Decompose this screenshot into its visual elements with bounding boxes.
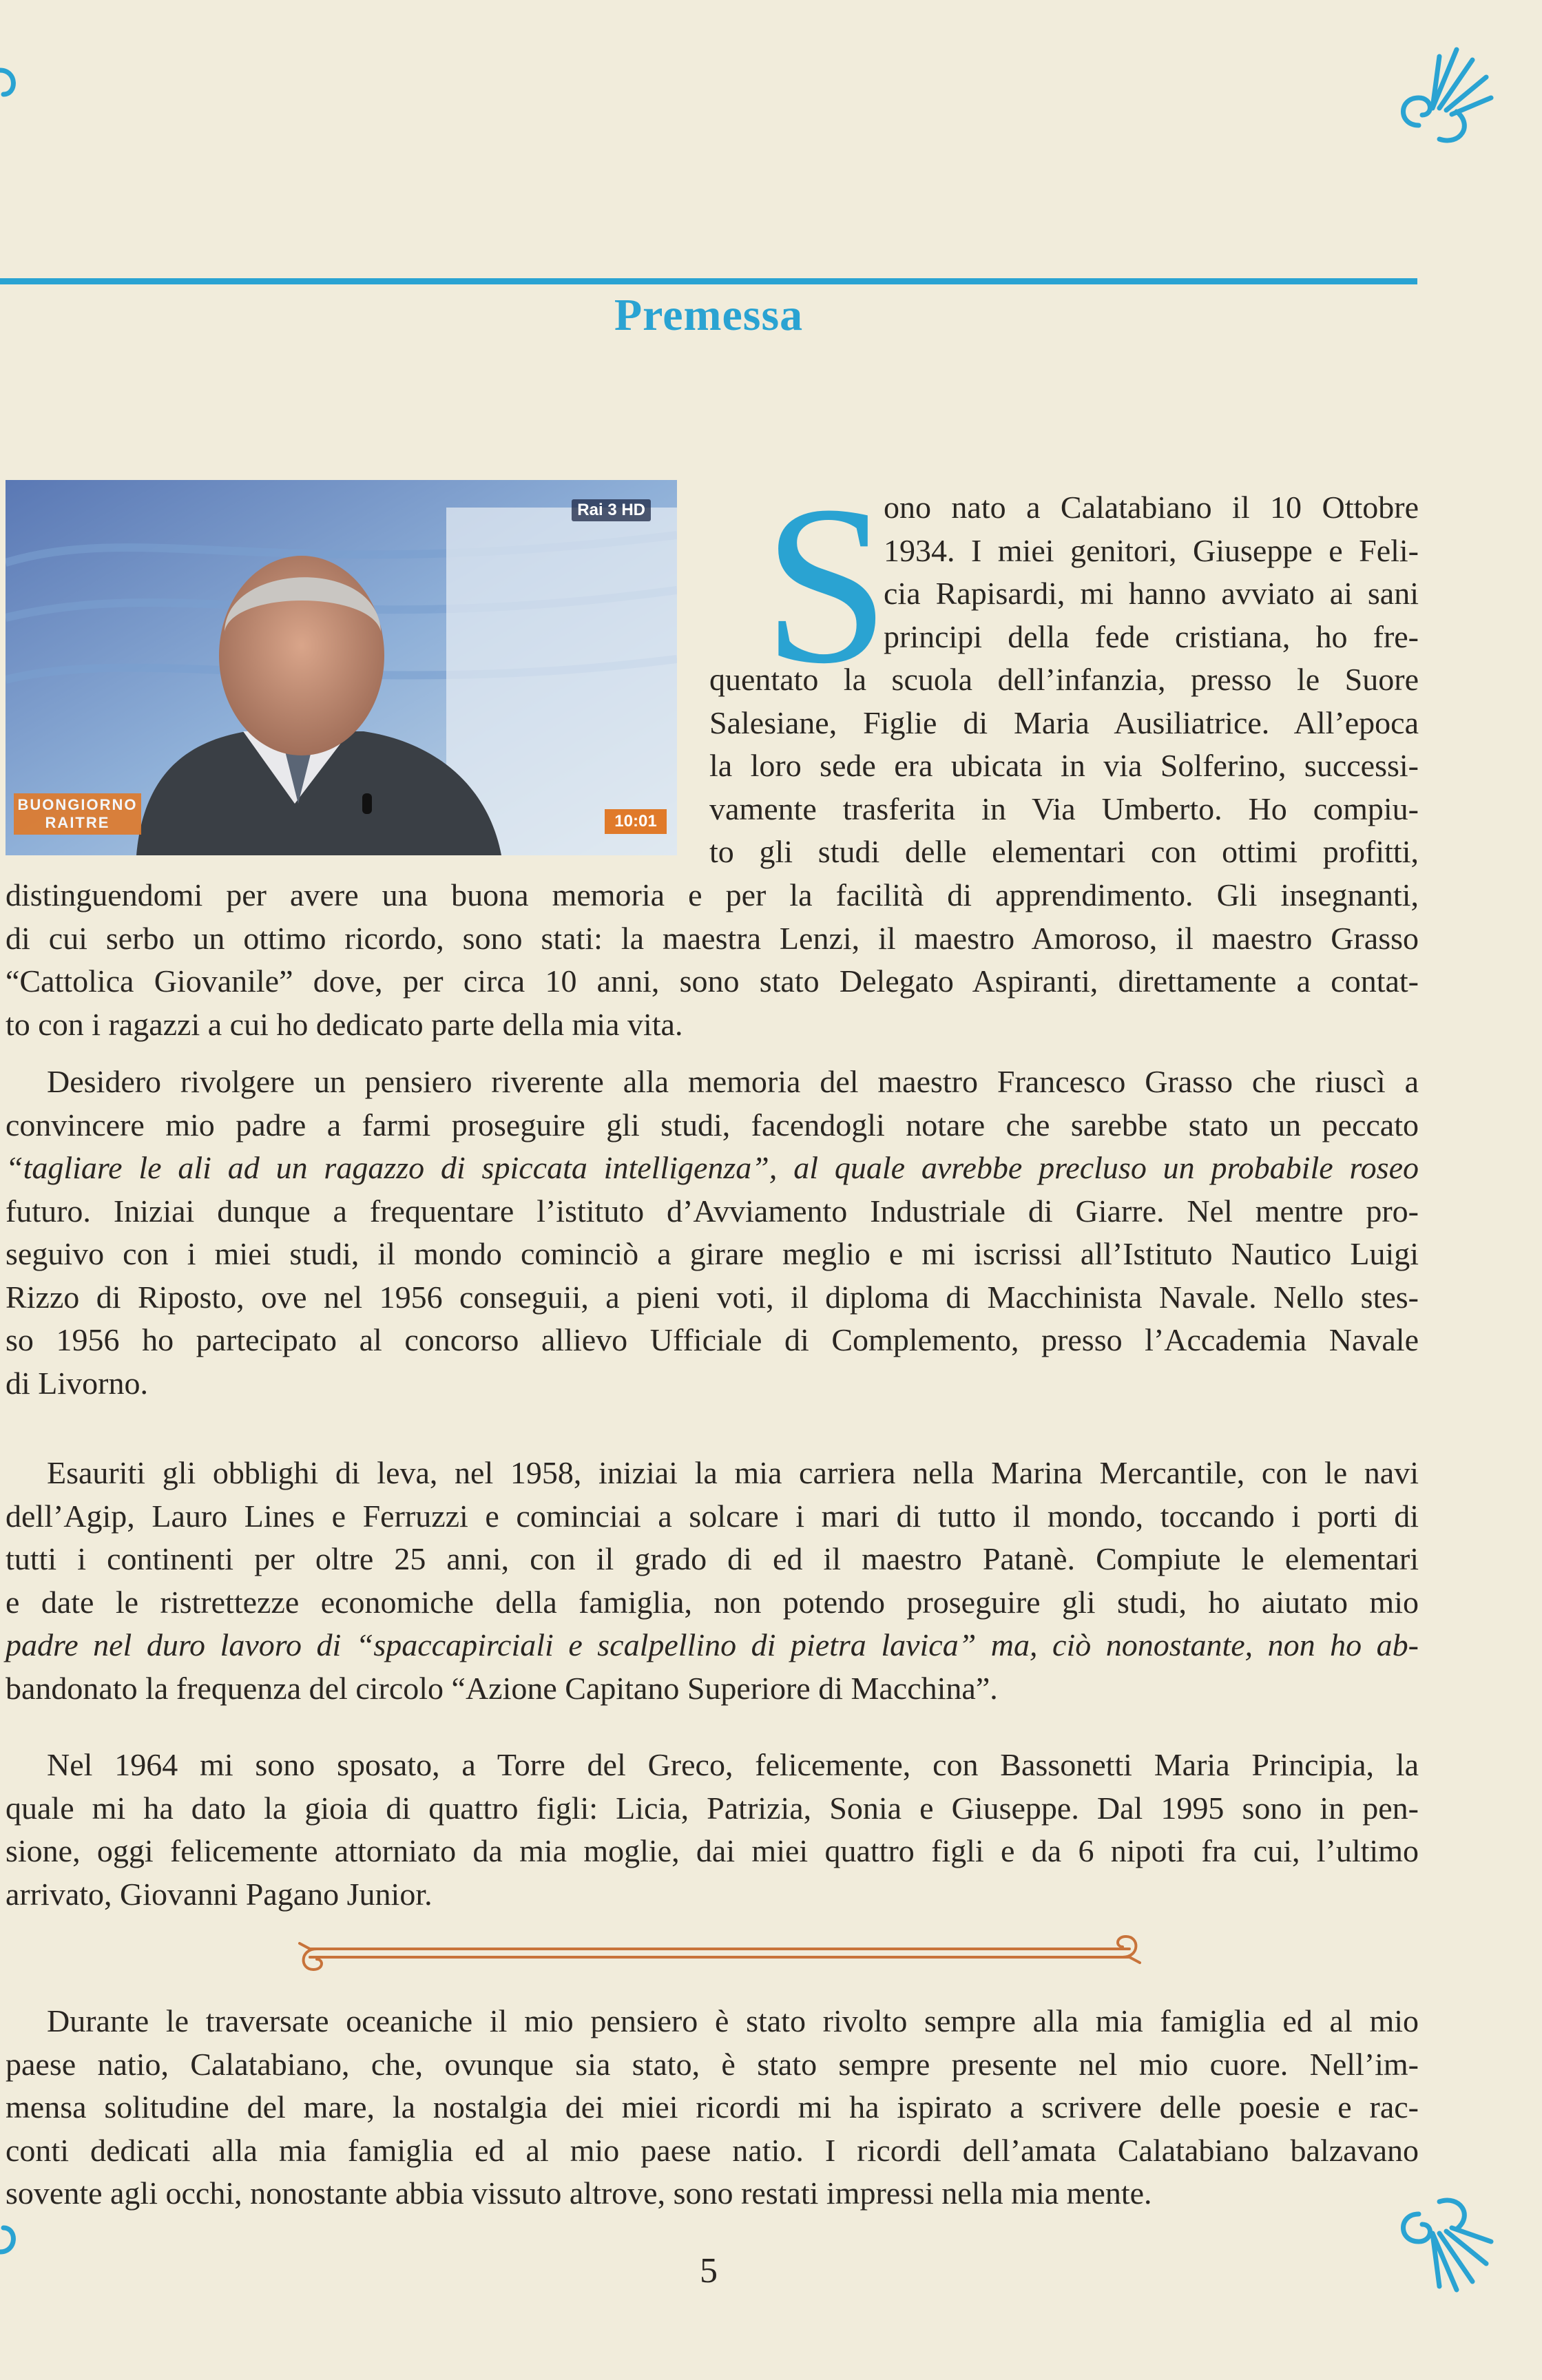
paragraph-4	[6, 1744, 1419, 1916]
text-line-italic: padre nel duro lavoro di “spaccapirciali e scalpellino di pietra lavica” ma, ciò nonostante, non ho ab-	[6, 1627, 1419, 1662]
text-line: convincere mio padre a farmi proseguire gli studi, facendogli notare che sarebbe stato un peccato	[6, 1107, 1419, 1142]
intro-full-lines	[6, 874, 1419, 1046]
show-logo-line2: RAITRE	[45, 814, 110, 831]
text-line: ono nato a Calatabiano il 10 Ottobre	[884, 490, 1419, 525]
text-line: cia Rapisardi, mi hanno avviato ai sani	[884, 576, 1419, 611]
text-line: futuro. Iniziai dunque a frequentare l’istituto d’Avviamento Industriale di Giarre. Nel mentre pro-	[6, 1193, 1419, 1229]
drop-cap: S	[763, 459, 890, 711]
paragraph-3	[6, 1452, 1419, 1710]
section-divider-icon	[296, 1928, 1143, 1976]
text-line-italic: “tagliare le ali ad un ragazzo di spiccata intelligenza”, al quale avrebbe precluso un probabile roseo	[6, 1150, 1419, 1185]
text-line: Durante le traversate oceaniche il mio pensiero è stato rivolto sempre alla mia famiglia ed al mio	[47, 2003, 1419, 2038]
intro-cap-lines	[884, 486, 1419, 658]
text-line: dell’Agip, Lauro Lines e Ferruzzi e cominciai a solcare i mari di tutto il mondo, toccando i porti di	[6, 1498, 1419, 1534]
paragraph-2	[6, 1061, 1419, 1405]
text-line: Esauriti gli obblighi di leva, nel 1958, iniziai la mia carriera nella Marina Mercantile, con le navi	[47, 1455, 1419, 1490]
author-photo	[6, 480, 677, 855]
text-line: conti dedicati alla mia famiglia ed al mio paese natio. I ricordi dell’amata Calatabiano balzavano	[6, 2132, 1419, 2168]
text-line: Desidero rivolgere un pensiero riverente alla memoria del maestro Francesco Grasso che riuscì a	[47, 1064, 1419, 1099]
page-number: 5	[700, 2251, 718, 2290]
text-line: “Cattolica Giovanile” dove, per circa 10 anni, sono stato Delegato Aspiranti, direttamente a contat-	[6, 963, 1419, 999]
text-line: quale mi ha dato la gioia di quattro figli: Licia, Patrizia, Sonia e Giuseppe. Dal 1995 sono in pen-	[6, 1790, 1419, 1826]
text-line: to con i ragazzi a cui ho dedicato parte della mia vita.	[6, 1006, 683, 1042]
text-line: di Livorno.	[6, 1365, 148, 1401]
text-line: quentato la scuola dell’infanzia, presso le Suore	[709, 662, 1419, 697]
text-line: distinguendomi per avere una buona memoria e per la facilità di apprendimento. Gli insegnanti,	[6, 877, 1419, 912]
text-line: tutti i continenti per oltre 25 anni, con il grado di ed il maestro Patanè. Compiute le elementari	[6, 1541, 1419, 1576]
text-line: 1934. I miei genitori, Giuseppe e Feli-	[884, 532, 1419, 568]
text-line	[6, 1147, 1419, 1190]
corner-ornament-top-right-icon	[1391, 43, 1494, 153]
page-title: Premessa	[614, 290, 804, 340]
text-line: arrivato, Giovanni Pagano Junior.	[6, 1876, 433, 1912]
header-rule	[0, 278, 1417, 284]
corner-ornament-top-left-icon	[0, 63, 21, 118]
text-line: so 1956 ho partecipato al concorso allievo Ufficiale di Complemento, presso l’Accademia Navale	[6, 1322, 1419, 1357]
text-line: sovente agli occhi, nonostante abbia vissuto altrove, sono restati impressi nella mia mente.	[6, 2175, 1152, 2211]
intro-photo-lines	[709, 658, 1419, 874]
clock-badge: 10:01	[605, 809, 667, 834]
text-line: bandonato la frequenza del circolo “Azione Capitano Superiore di Macchina”.	[6, 1670, 998, 1706]
text-line: sione, oggi felicemente attorniato da mia moglie, dai miei quattro figli e da 6 nipoti fra cui, l’ultimo	[6, 1833, 1419, 1868]
text-line: mensa solitudine del mare, la nostalgia dei miei ricordi mi ha ispirato a scrivere delle poesie e rac-	[6, 2089, 1419, 2125]
text-line	[6, 1624, 1419, 1667]
text-line: di cui serbo un ottimo ricordo, sono stati: la maestra Lenzi, il maestro Amoroso, il maestro Grasso	[6, 920, 1419, 956]
text-line: to gli studi delle elementari con ottimi profitti,	[709, 834, 1419, 869]
show-logo	[14, 793, 141, 835]
text-line: seguivo con i miei studi, il mondo cominciò a girare meglio e mi iscrissi all’Istituto Nautico Luigi	[6, 1236, 1419, 1271]
text-line: vamente trasferita in Via Umberto. Ho compiu-	[709, 791, 1419, 826]
channel-logo: Rai 3 HD	[572, 499, 651, 521]
text-line: Salesiane, Figlie di Maria Ausiliatrice. All’epoca	[709, 704, 1419, 740]
show-logo-line1: BUONGIORNO	[17, 796, 138, 813]
text-line: paese natio, Calatabiano, che, ovunque sia stato, è stato sempre presente nel mio cuore. Nell’im-	[6, 2046, 1419, 2082]
text-line: Rizzo di Riposto, ove nel 1956 conseguii, a pieni voti, il diploma di Macchinista Navale. Nello stes-	[6, 1279, 1419, 1315]
text-line: la loro sede era ubicata in via Solferino, successi-	[709, 748, 1419, 783]
text-line: Nel 1964 mi sono sposato, a Torre del Greco, felicemente, con Bassonetti Maria Principia, la	[47, 1747, 1419, 1782]
text-line: principi della fede cristiana, ho fre-	[884, 618, 1419, 654]
paragraph-5	[6, 2000, 1419, 2215]
text-line: e date le ristrettezze economiche della famiglia, non potendo proseguire gli studi, ho aiutato mio	[6, 1584, 1419, 1620]
